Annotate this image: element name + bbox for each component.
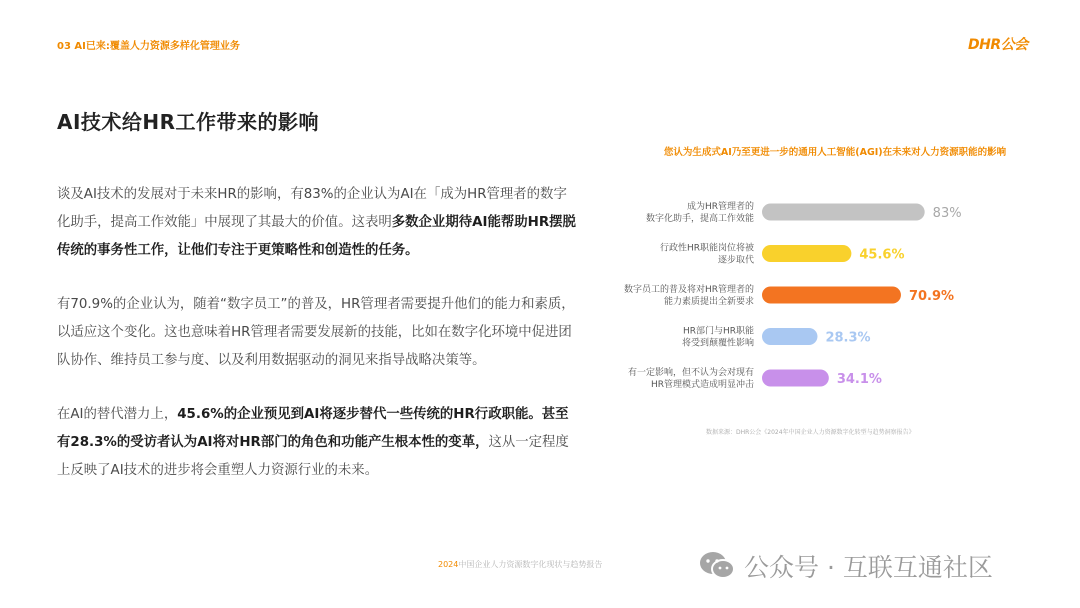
body-text-run: 有70.9%的企业认为，随着“数字员工”的普及，HR管理者需要提升他们的能力和素质，以适应这个变化。这也意味着HR管理者需要发展新的技能，比如在数字化环境中促进团队协作、维持员工参与度、以及利用数据驱动的洞见来指导战略决策等。 [57, 297, 575, 368]
footer-year: 2024 [438, 560, 459, 569]
hbar-chart [580, 190, 1040, 410]
page-title: AI技术给HR工作带来的影响 [57, 110, 320, 134]
chart-title: 您认为生成式AI乃至更进一步的通用人工智能(AGI)在未来对人力资源职能的影响 [663, 147, 1007, 158]
paragraph-2 [57, 291, 580, 375]
bar [762, 287, 901, 304]
emphasis-text: 45.6%的企业预见到AI将逐步替代一些传统的HR行政职能。甚至有28.3%的受访者认为AI将对HR部门的角色和功能产生根本性的变革， [57, 407, 569, 450]
body-text-run: 在AI的替代潜力上， [57, 407, 178, 422]
section-label: 03 AI已来:覆盖人力资源多样化管理业务 [57, 41, 240, 52]
category-label: 成为HR管理者的数字化助手，提高工作效能 [645, 202, 754, 224]
emphasis-text: 多数企业期待AI能帮助HR摆脱传统的事务性工作，让他们专注于更策略性和创造性的任务。 [57, 215, 576, 258]
category-label: 行政性HR职能岗位将被逐步取代 [659, 243, 754, 266]
dhr-logo: DHR公会 [968, 37, 1028, 53]
category-label: HR部门与HR职能将受到颠覆性影响 [681, 326, 754, 349]
value-label: 34.1% [836, 372, 882, 387]
value-label: 45.6% [859, 247, 905, 263]
bar [762, 328, 817, 345]
body-text-run: 谈及AI技术的发展对于未来HR的影响，有83%的企业认为AI在「成为HR管理者的数字化助手，提高工作效能」中展现了其最大的价值。这表明 [57, 187, 567, 230]
value-label: 70.9% [908, 289, 955, 304]
bar [762, 245, 851, 262]
body-text-run: 这从一定程度上反映了AI技术的进步将会重塑人力资源行业的未来。 [57, 435, 569, 478]
footer-report-title [438, 559, 602, 570]
category-label: 数字员工的普及将对HR管理者的能力素质提出全新要求 [623, 285, 754, 307]
wechat-icon [698, 550, 736, 582]
footer-report-name: 中国企业人力资源数字化现状与趋势报告 [458, 560, 603, 569]
value-label: 83% [932, 206, 962, 221]
value-label: 28.3% [825, 330, 871, 346]
bar [762, 370, 829, 387]
category-label: 有一定影响，但不认为会对现有 HR管理模式造成明显冲击 [627, 368, 754, 390]
paragraph-3 [57, 401, 580, 485]
body-text [57, 181, 580, 511]
watermark-text: 公众号 · 互联互通社区 [744, 553, 993, 582]
source-note: 数据来源：DHR公会《2024年中国企业人力资源数字化转型与趋势洞察报告》 [706, 429, 915, 436]
paragraph-1 [57, 181, 580, 265]
wechat-watermark [698, 548, 993, 584]
bar [762, 204, 925, 221]
